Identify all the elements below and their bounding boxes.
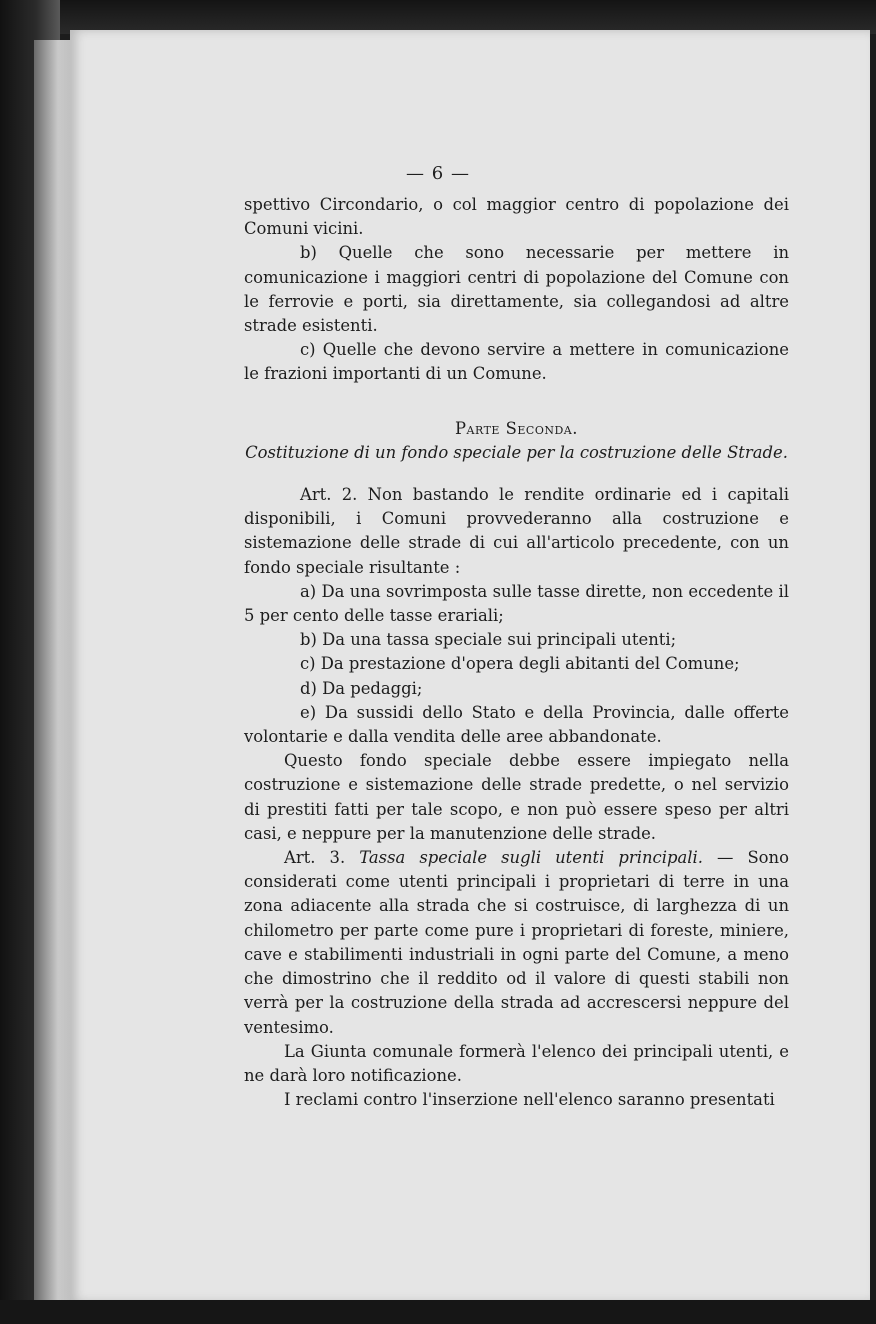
article-3-label: Art. 3.: [284, 848, 346, 868]
article-3-body: — Sono considerati come utenti principali i proprietari di terre in una zona adiacente alla strada che si costruisce, di larghezza di un chilometro per parte come pure i proprietari di foreste, miniere, cave e stabilimenti industriali in ogni parte del Comune, a meno che dimostrino che il reddito od il valore di questi stabili non verrà per la costruzione della strada ad accrescersi neppure del ventesimo.: [244, 848, 789, 1037]
article-2-item-d: d) Da pedaggi;: [300, 678, 423, 698]
article-2: Art. 2. Non bastando le rendite ordinarie ed i capitali disponibili, i Comuni provvederanno alla costruzione e sistemazione delle strade di cui all'articolo precedente, con un fondo speciale risultante :: [244, 485, 789, 577]
giunta-paragraph: La Giunta comunale formerà l'elenco dei principali utenti, e ne darà loro notificazione.: [244, 1041, 789, 1085]
article-3: [244, 846, 789, 1040]
body-text: [244, 193, 789, 1112]
paragraph-item-c: c) Quelle che devono servire a mettere in comunicazione le frazioni importanti di un Comune.: [244, 340, 789, 384]
scan-border-top: [0, 0, 876, 34]
paragraph-continuation: spettivo Circondario, o col maggior centro di popolazione dei Comuni vicini.: [244, 195, 789, 239]
fund-paragraph: Questo fondo speciale debbe essere impiegato nella costruzione e sistemazione delle strade predette, o nel servizio di prestiti fatti per tale scopo, e non può essere speso per altri casi, e neppure per la manutenzione delle strade.: [244, 751, 789, 843]
paragraph-item-b: b) Quelle che sono necessarie per mettere in comunicazione i maggiori centri di popolazione del Comune con le ferrovie e porti, sia direttamente, sia collegandosi ad altre strade esistenti.: [244, 243, 789, 336]
scan-border-bottom: [0, 1300, 876, 1324]
section-subheading: Costituzione di un fondo speciale per la costruzione delle Strade.: [245, 442, 788, 462]
article-2-item-b: b) Da una tassa speciale sui principali utenti;: [300, 630, 677, 650]
reclami-paragraph: I reclami contro l'inserzione nell'elenco saranno presentati: [284, 1090, 775, 1110]
article-2-item-c: c) Da prestazione d'opera degli abitanti del Comune;: [300, 654, 740, 674]
article-3-title: Tassa speciale sugli utenti principali.: [359, 848, 703, 868]
article-2-item-e: e) Da sussidi dello Stato e della Provincia, dalle offerte volontarie e dalla vendita delle aree abbandonate.: [244, 702, 789, 747]
section-heading: Parte Seconda.: [455, 418, 578, 438]
page-number: — 6 —: [406, 163, 470, 184]
article-2-item-a: a) Da una sovrimposta sulle tasse dirette, non eccedente il 5 per cento delle tasse erariali;: [244, 581, 789, 626]
